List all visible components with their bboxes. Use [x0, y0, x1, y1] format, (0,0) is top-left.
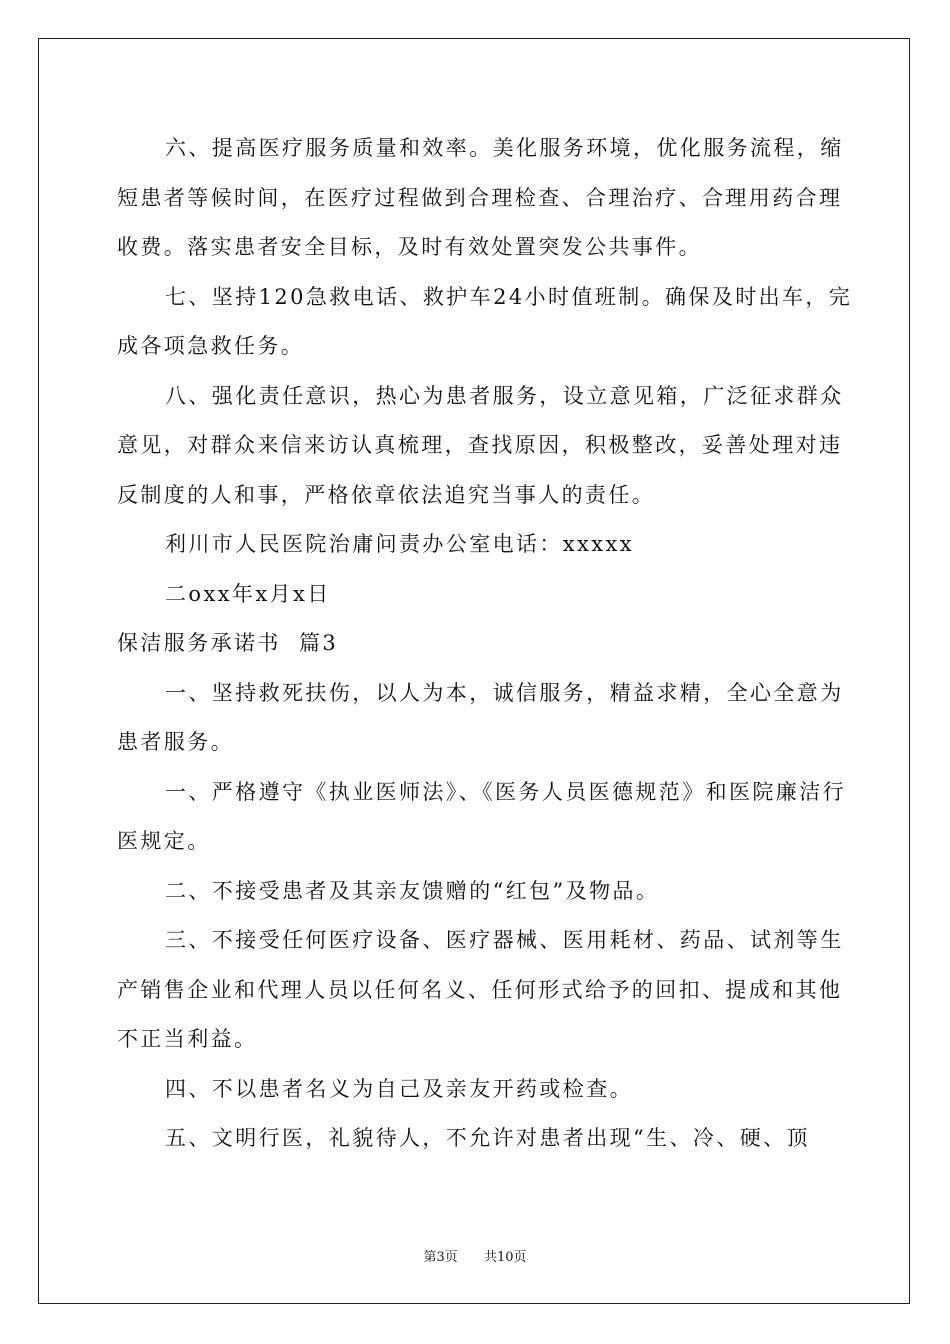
paragraph-b-3: 二、不接受患者及其亲友馈赠的“红包”及物品。	[165, 878, 660, 903]
page-footer	[0, 1246, 950, 1265]
paragraph-b-5: 四、不以患者名义为自己及亲友开药或检查。	[165, 1076, 633, 1101]
paragraph-b-6: 五、文明行医，礼貌待人，不允许对患者出现“生、冷、硬、顶	[165, 1126, 810, 1150]
paragraph-seven: 七、坚持120急救电话、救护车24小时值班制。确保及时出车，完成各项急救任务。	[117, 284, 853, 358]
page-total: 共10页	[484, 1250, 527, 1265]
paragraph-b-4: 三、不接受任何医疗设备、医疗器械、医用耗材、药品、试剂等生产销售企业和代理人员以任何名义、任何形式给予的回扣、提成和其他不正当利益。	[117, 928, 844, 1051]
paragraph-six: 六、提高医疗服务质量和效率。美化服务环境，优化服务流程，缩短患者等候时间，在医疗过程做到合理检查、合理治疗、合理用药合理收费。落实患者安全目标，及时有效处置突发公共事件。	[117, 136, 844, 259]
contact-line: 利川市人民医院治庸问责办公室电话：xxxxx	[165, 532, 635, 556]
date-line: 二oxx年x月x日	[165, 581, 331, 606]
paragraph-b-2: 一、严格遵守《执业医师法》、《医务人员医德规范》和医院廉洁行医规定。	[117, 779, 846, 853]
document-body	[117, 124, 857, 1164]
page-number: 第3页	[423, 1250, 458, 1265]
paragraph-b-1: 一、坚持救死扶伤，以人为本，诚信服务，精益求精，全心全意为患者服务。	[117, 680, 844, 754]
section-title: 保洁服务承诺书 篇3	[117, 631, 339, 655]
paragraph-eight: 八、强化责任意识，热心为患者服务，设立意见箱，广泛征求群众意见，对群众来信来访认真梳理，查找原因，积极整改，妥善处理对违反制度的人和事，严格依章依法追究当事人的责任。	[117, 383, 844, 507]
